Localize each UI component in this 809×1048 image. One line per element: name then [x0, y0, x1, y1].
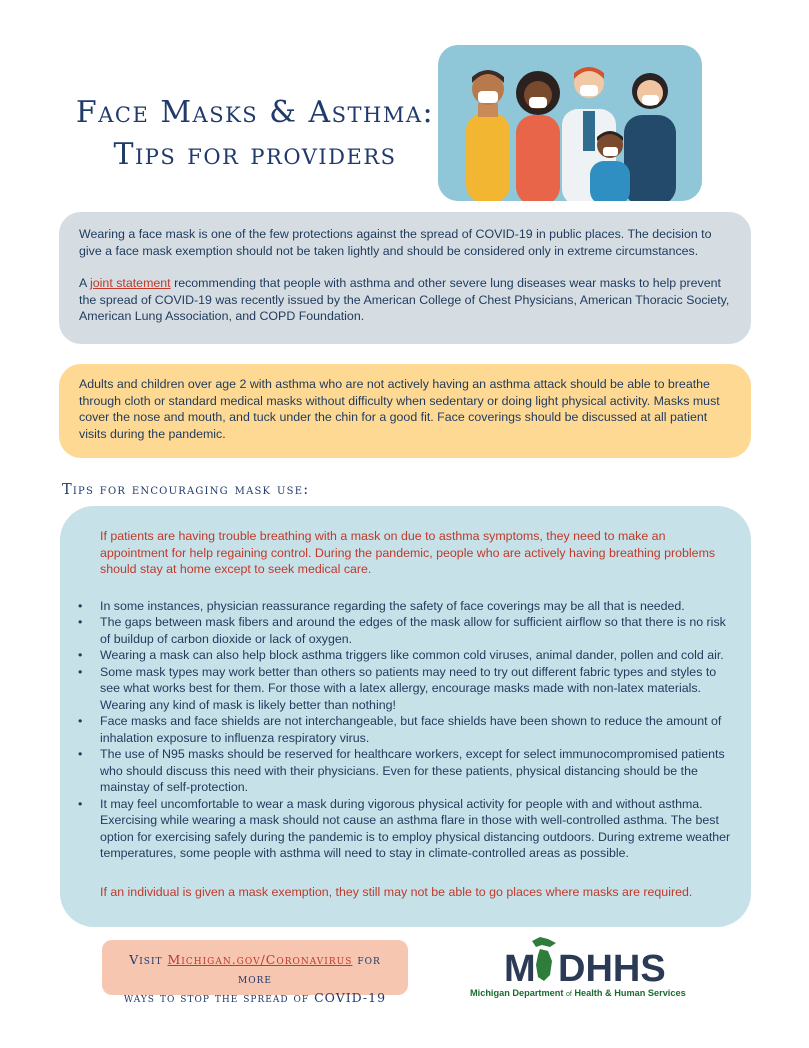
family-masks-illustration [438, 45, 702, 201]
list-item: • Face masks and face shields are not interchangeable, but face shields have been shown to reduce the amount of inhalation exposure to influenza respiratory virus. [100, 713, 731, 746]
logo-m: M [504, 948, 536, 989]
page-title [60, 92, 450, 176]
joint-statement-link[interactable]: joint statement [90, 276, 171, 290]
mdhhs-logo [470, 935, 710, 1005]
visit-prefix: Visit [129, 952, 168, 967]
tips-box [60, 506, 751, 927]
intro-paragraph-1: Wearing a face mask is one of the few protections against the spread of COVID-19 in public places. The decision to give a face mask exemption should not be taken lightly and should be considered only in extreme circumstances. [79, 227, 712, 258]
michigan-coronavirus-link[interactable]: Michigan.gov/Coronavirus [167, 952, 353, 967]
intro-p2-rest: recommending that people with asthma and other severe lung diseases wear masks to help prevent the spread of COVID-19 was recently issued by the American College of Chest Physicians, American Thoracic Society, American Lung Association, and COPD Foundation. [79, 276, 730, 323]
logo-name-part-2: Health & Human Services [571, 988, 686, 998]
logo-name-of: of [565, 991, 572, 998]
logo-dhhs: DHHS [558, 948, 666, 989]
visit-suffix: for more [238, 952, 381, 986]
tips-heading: Tips for encouraging mask use: [62, 482, 310, 498]
intro-box [59, 212, 751, 344]
list-item: • The gaps between mask fibers and around the edges of the mask allow for sufficient airflow so that there is no risk of buildup of carbon dioxide or lack of oxygen. [100, 614, 731, 647]
intro-paragraph-2 [79, 275, 731, 325]
logo-name-part-1: Michigan Department [470, 988, 566, 998]
title-line-2: Tips for providers [113, 137, 397, 172]
people-wearing-masks-icon [438, 45, 702, 201]
intro-p2-prefix: A [79, 276, 91, 290]
list-item: • Some mask types may work better than others so patients may need to try out different fabric types and styles to see what works best for them. For those with a latex allergy, encourage masks made with non-latex materials. Wearing any kind of mask is likely better than nothing! [100, 664, 731, 714]
tips-list [100, 598, 731, 862]
tips-outro: If an individual is given a mask exemption, they still may not be able to go places where masks are required. [100, 884, 693, 899]
adults-box [59, 364, 751, 458]
visit-banner [102, 940, 408, 1005]
logo-department-name [470, 988, 710, 998]
list-item: • Wearing a mask can also help block asthma triggers like common cold viruses, animal dander, pollen and cold air. [100, 647, 731, 664]
list-item: • It may feel uncomfortable to wear a mask during vigorous physical activity for people with and without asthma. Exercising while wearing a mask should not cause an asthma flare in those with well-controlled asthma. The best option for exercising safely during the pandemic is to employ physical distancing outdoors. During extreme weather temperatures, some people with asthma will need to stay in climate-controlled areas as possible. [100, 796, 731, 862]
list-item: • The use of N95 masks should be reserved for healthcare workers, except for select immunocompromised patients who should discuss this need with their physicians. Even for these patients, physical distancing should be the mainstay of self-protection. [100, 746, 731, 796]
adults-text: Adults and children over age 2 with asthma who are not actively having an asthma attack should be able to breathe through cloth or standard medical masks without difficulty when sedentary or doing light physical activity. Masks must cover the nose and mouth, and tuck under the chin for a good fit. Face coverings should be discussed at all patient visits during the pandemic. [79, 377, 720, 441]
title-line-1: Face Masks & Asthma: [75, 95, 435, 130]
mdhhs-wordmark-icon [470, 935, 710, 989]
visit-line-2: ways to stop the spread of COVID-19 [123, 990, 387, 1005]
tips-intro: If patients are having trouble breathing with a mask on due to asthma symptoms, they need to make an appointment for help regaining control. During the pandemic, people who are actively having breathing problems should stay at home except to seek medical care. [100, 529, 716, 576]
list-item: • In some instances, physician reassurance regarding the safety of face coverings may be all that is needed. [100, 598, 731, 615]
visit-line-1 [110, 950, 400, 988]
